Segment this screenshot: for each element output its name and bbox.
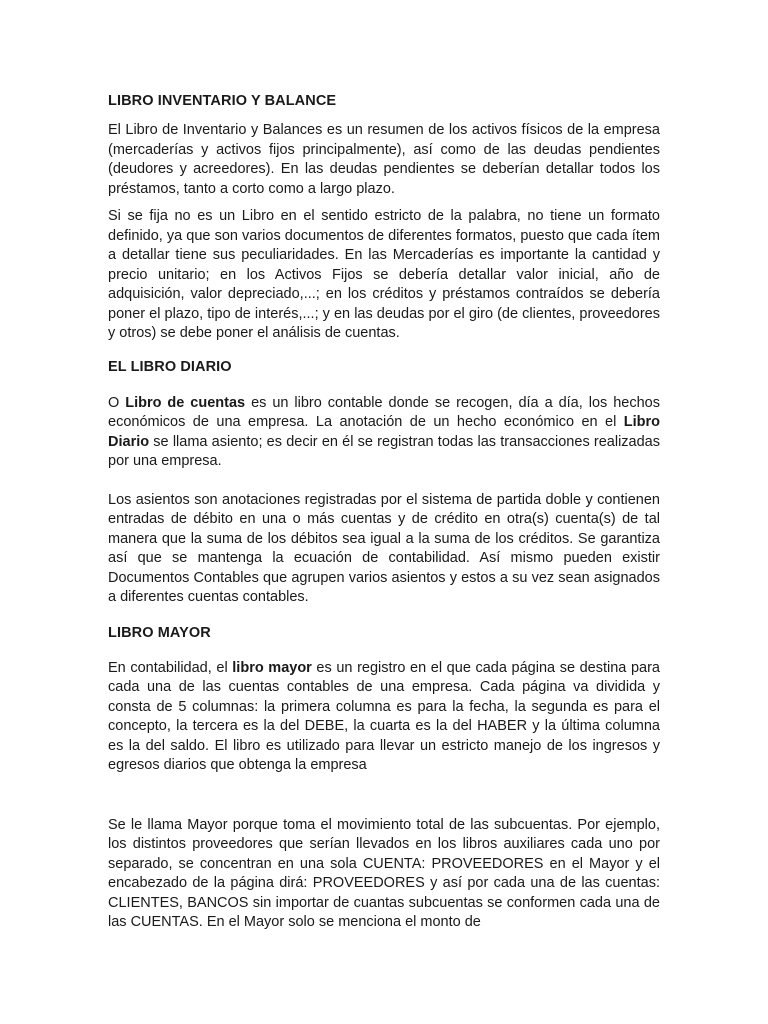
bold-term-libro-mayor: libro mayor — [232, 659, 312, 676]
heading-libro-inventario: LIBRO INVENTARIO Y BALANCE — [108, 93, 337, 109]
text-run: es un libro contable donde se recogen, día a día, los hechos económicos de una empresa. La anotación de un hecho económico en el — [108, 394, 660, 430]
paragraph-mayor-1 — [108, 659, 660, 776]
bold-term-libro-diario: Libro Diario — [108, 414, 660, 450]
text-run: se llama asiento; es decir en él se registran todas las transacciones realizadas por una empresa. — [108, 433, 660, 469]
heading-libro-diario: EL LIBRO DIARIO — [108, 358, 232, 375]
paragraph-diario-1 — [108, 394, 660, 472]
text-run: En contabilidad, el — [108, 659, 233, 676]
paragraph-diario-2: Los asientos son anotaciones registradas por el sistema de partida doble y contienen entradas de débito en una o más cuentas y de crédito en otra(s) cuenta(s) de tal manera que la suma de los débitos sea igual a la suma de los créditos. Se garantiza así que se mantenga la ecuación de contabilidad. Así mismo pueden existir Documentos Contables que agrupen varios asientos y estos a su vez sean asignados a diferentes cuentas contables. — [108, 491, 660, 605]
text-run: O — [108, 394, 126, 411]
text-run: es un registro en el que cada página se destina para cada una de las cuentas contables de una empresa. Cada página va dividida y consta de 5 columnas: la primera columna es para la fecha, la segunda es para el concepto, la tercera es la del DEBE, la cuarta es la del HABER y la última columna es la del saldo. El libro es utilizado para llevar un estricto manejo de los ingresos y egresos diarios que obtenga la empresa — [108, 659, 661, 773]
bold-term-libro-de-cuentas: Libro de cuentas — [125, 394, 246, 411]
paragraph-inventario-1: El Libro de Inventario y Balances es un resumen de los activos físicos de la empresa (mercaderías y activos fijos principalmente), así como de las deudas pendientes (deudores y acreedores). En las deudas pendientes se deberían detallar todos los préstamos, tanto a corto como a largo plazo. — [108, 122, 660, 197]
paragraph-mayor-2: Se le llama Mayor porque toma el movimiento total de las subcuentas. Por ejemplo, los distintos proveedores que serían llevados en los libros auxiliares cada uno por separado, se concentran en una sola CUENTA: PROVEEDORES en el Mayor y el encabezado de la página dirá: PROVEEDORES y así por cada una de las cuentas: CLIENTES, BANCOS sin importar de cuantas subcuentas se conformen cada una de las CUENTAS. En el Mayor solo se menciona el monto de — [108, 816, 660, 930]
heading-libro-mayor: LIBRO MAYOR — [108, 624, 211, 641]
paragraph-inventario-2: Si se fija no es un Libro en el sentido estricto de la palabra, no tiene un formato definido, ya que son varios documentos de diferentes formatos, puesto que cada ítem a detallar tiene sus peculiaridades. En las Mercaderías es importante la cantidad y precio unitario; en los Activos Fijos se debería detallar valor inicial, año de adquisición, valor depreciado,...; en los créditos y préstamos contraídos se debería poner el plazo, tipo de interés,...; y en las deudas por el giro (de clientes, proveedores y otros) se debe poner el análisis de cuentas. — [108, 208, 660, 341]
